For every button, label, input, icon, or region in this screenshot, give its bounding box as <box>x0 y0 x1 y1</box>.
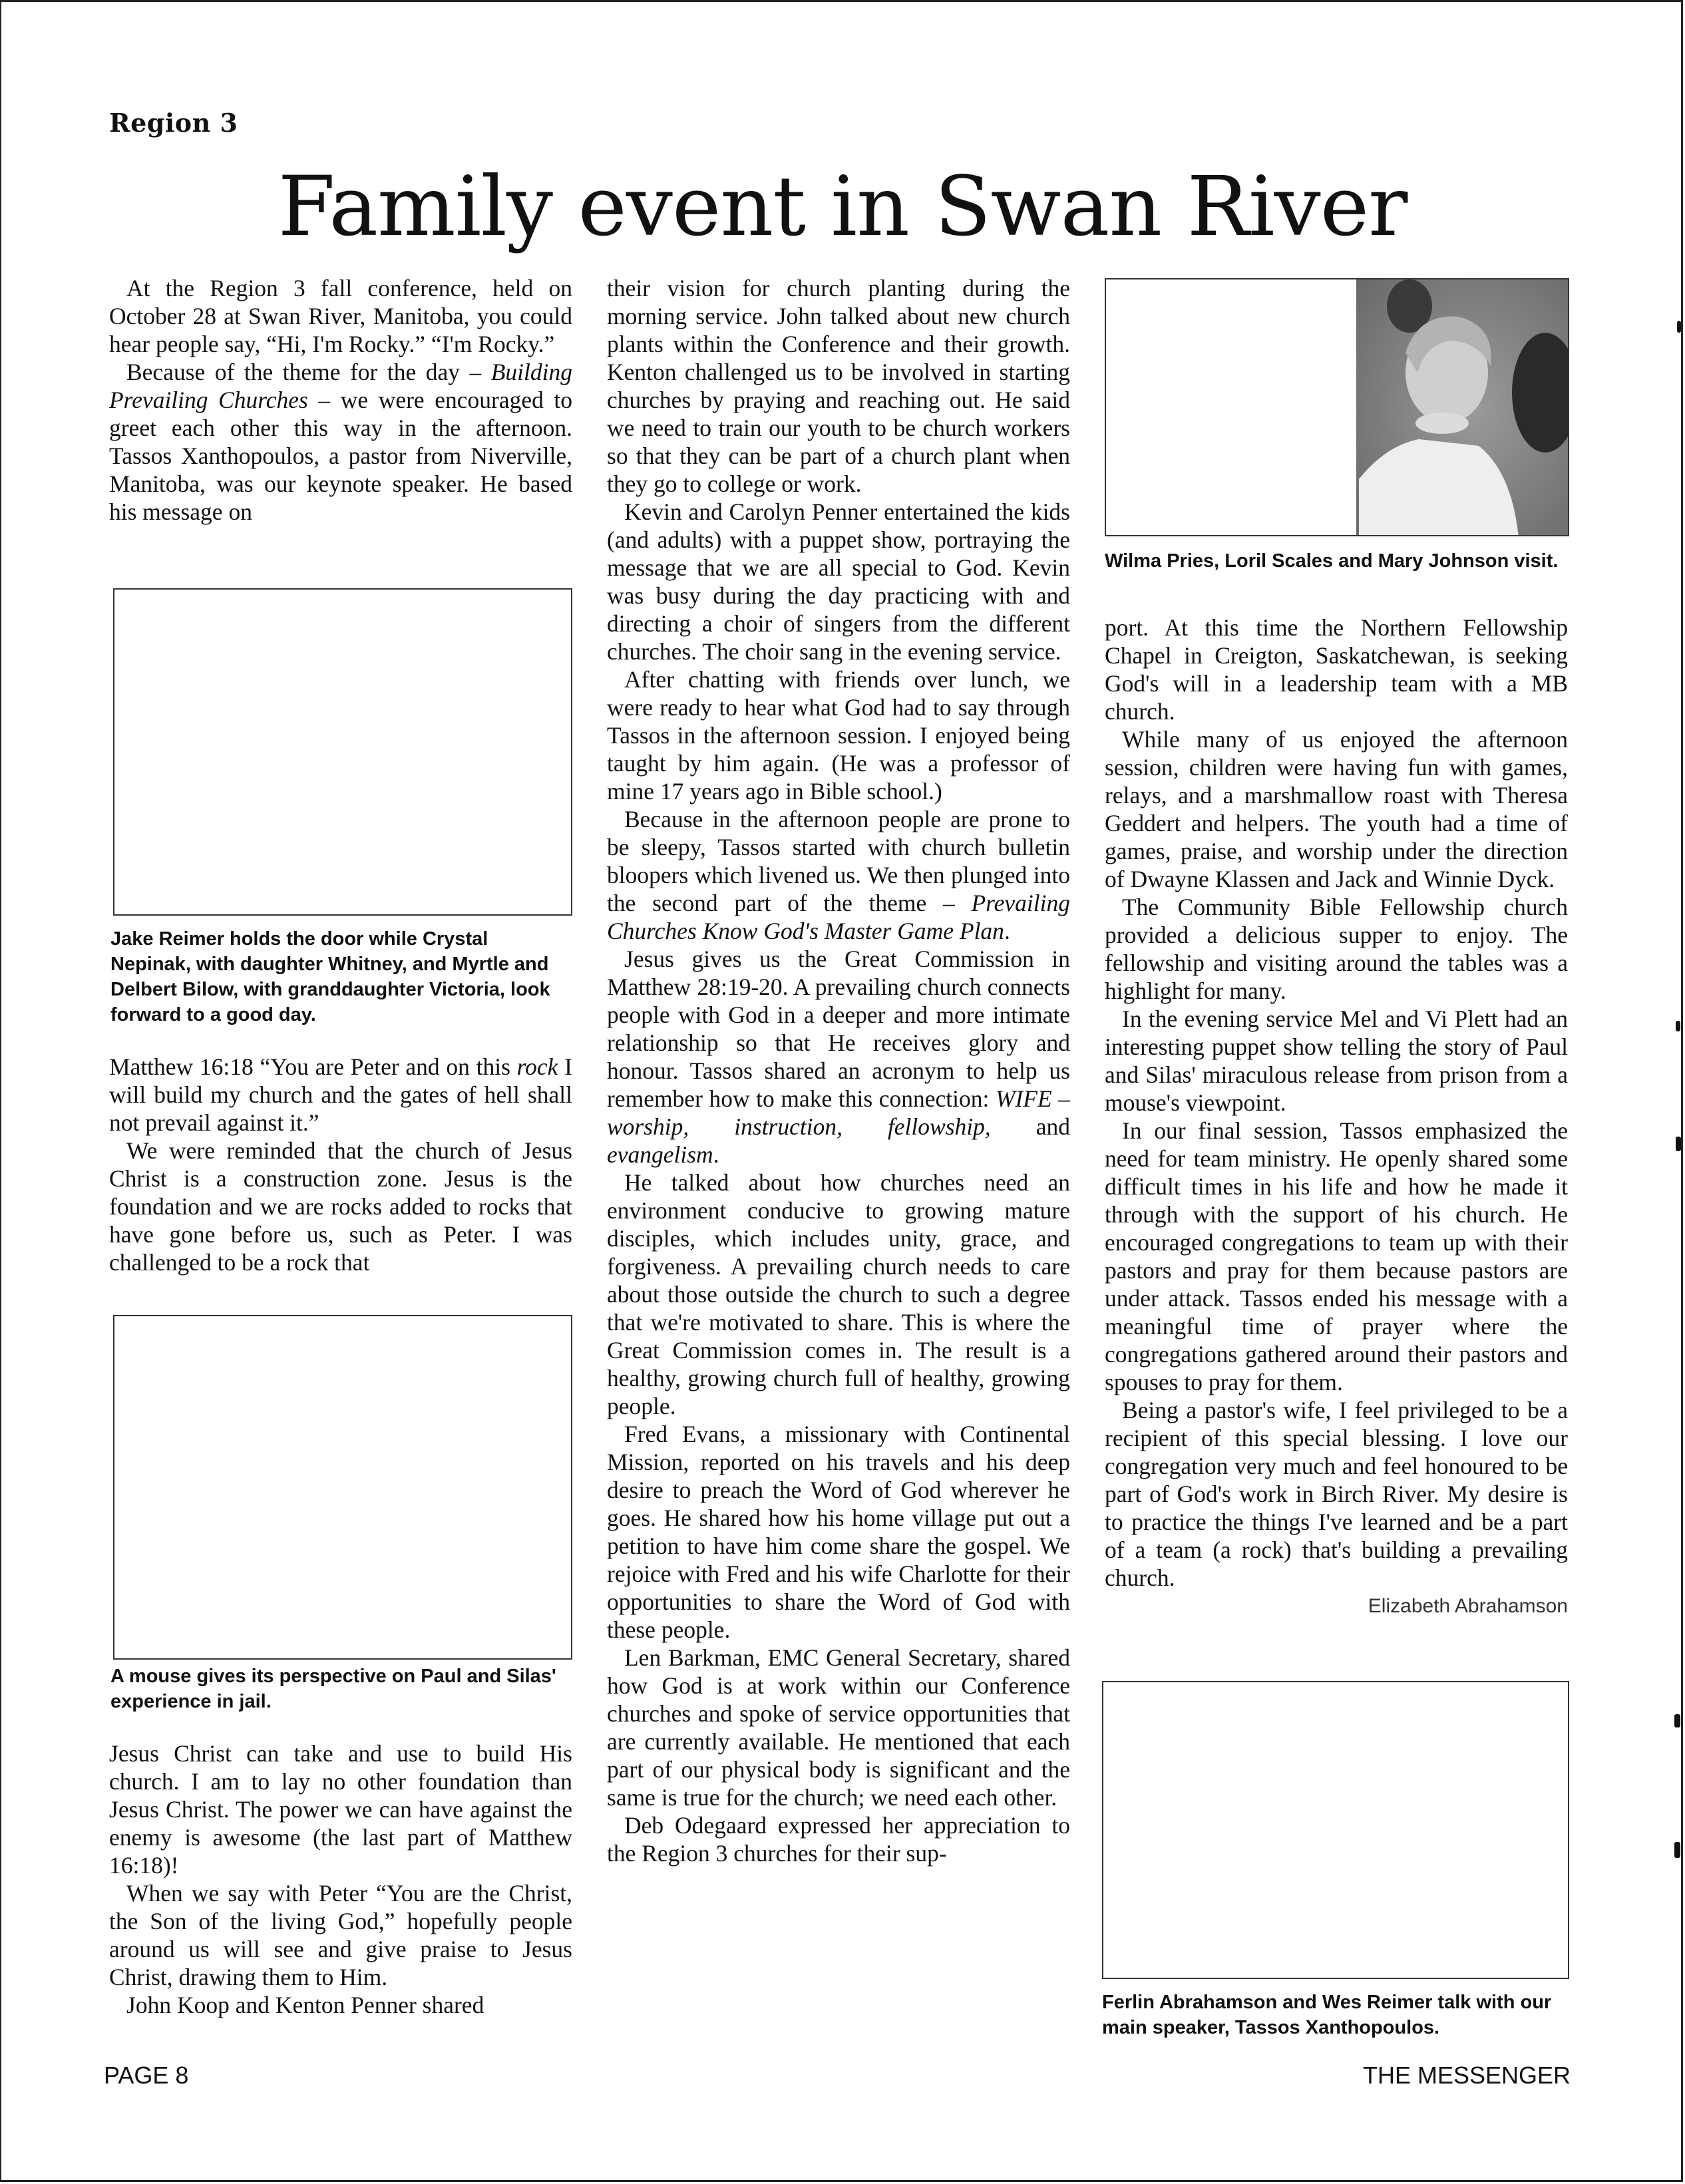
acronym-italic: evangelism <box>607 1141 713 1168</box>
theme-italic: Prevailing Churches Know God's Master Game Plan <box>607 890 1070 944</box>
paragraph <box>109 358 572 526</box>
paragraph: When we say with Peter “You are the Christ, the Son of the living God,” hopefully people around us will see and give praise to Jesus Christ, drawing them to Him. <box>109 1880 572 1990</box>
text-run: . <box>1004 918 1010 944</box>
photo-wilma-loril-mary <box>1105 278 1569 536</box>
photo-caption: Jake Reimer holds the door while Crystal Nepinak, with daughter Whitney, and Myrtle and Delbert Bilow, with granddaughter Victoria, look forward to a good day. <box>110 928 550 1025</box>
paragraph: We were reminded that the church of Jesus Christ is a construction zone. Jesus is the foundation and we are rocks added to rocks that have gone before us, such as Peter. I was challenged to be a rock that <box>109 1137 572 1276</box>
column-1-middle <box>109 1053 572 1276</box>
text-run: – we were encouraged to greet each other this way in the afternoon. Tassos Xanthopoulos, a pastor from Niverville, Manitoba, was our keynote speaker. He based his message on <box>109 387 572 525</box>
paragraph: In the evening service Mel and Vi Plett had an interesting puppet show telling the story of Paul and Silas' miraculous release from prison from a mouse's viewpoint. <box>1105 1005 1568 1116</box>
photo-caption: Ferlin Abrahamson and Wes Reimer talk with our main speaker, Tassos Xanthopoulos. <box>1102 1992 1552 2038</box>
paragraph: While many of us enjoyed the afternoon session, children were having fun with games, relays, and a marshmallow roast with Theresa Geddert and helpers. The youth had a time of games, praise, and worship under the direction of Dwayne Klassen and Jack and Winnie Dyck. <box>1105 726 1568 892</box>
publication-name: THE MESSENGER <box>1362 2062 1571 2089</box>
scan-mark <box>1674 1714 1680 1728</box>
scan-mark <box>1677 321 1681 333</box>
section-label: Region 3 <box>109 108 238 138</box>
text-run: Jesus gives us the Great Commission in Matthew 28:19-20. A prevailing church connects people with God in a deeper and more intimate relationship so that He receives glory and honour. Tassos shared an acronym to help us remember how to make this connection: <box>607 946 1070 1112</box>
paragraph: Being a pastor's wife, I feel privileged to be a recipient of this special blessing. I love our congregation very much and feel honoured to be part of God's work in Birch River. My desire is to practice the things I've learned and be a part of a team (a rock) that's building a prevailing church. <box>1105 1397 1568 1591</box>
paragraph: Jesus Christ can take and use to build His church. I am to lay no other foundation than Jesus Christ. The power we can have against the enemy is awesome (the last part of Matthew 16:18)! <box>109 1740 572 1879</box>
photo-mouse-puppet <box>113 1315 572 1660</box>
paragraph: The Community Bible Fellowship church provided a delicious supper to enjoy. The fellowship and visiting around the tables was a highlight for many. <box>1105 894 1568 1004</box>
column-1-bottom <box>109 1739 572 2019</box>
article-headline: Family event in Swan River <box>278 159 1407 255</box>
rock-italic: rock <box>516 1053 558 1080</box>
paragraph <box>607 945 1070 1169</box>
theme-italic: Building Prevailing Churches <box>109 359 572 413</box>
text-run: and <box>990 1113 1070 1140</box>
scan-mark <box>1676 1137 1681 1151</box>
paragraph: Kevin and Carolyn Penner entertained the kids (and adults) with a puppet show, portraying the message that we are all special to God. Kevin was busy during the day practicing with and directing a choir of singers from the different churches. The choir sang in the evening service. <box>607 498 1070 665</box>
paragraph: their vision for church planting during the morning service. John talked about new church plants within the Conference and their growth. Kenton challenged us to be involved in starting churches by praying and reaching out. He said we need to train our youth to be church workers so that they can be part of a church plant when they go to college or work. <box>607 275 1070 497</box>
text-run: . <box>713 1141 719 1168</box>
paragraph: In our final session, Tassos emphasized the need for team ministry. He openly shared some difficult times in his life and how he made it through with the support of his church. He encouraged congregations to team up with their pastors and pray for them because pastors are under attack. Tassos ended his message with a meaningful time of prayer where the congregations gathered around their pastors and spouses to pray for them. <box>1105 1117 1568 1395</box>
photo-image <box>1106 279 1569 536</box>
text-run: Because in the afternoon people are prone to be sleepy, Tassos started with church bulletin bloopers which livened us. We then plunged into the second part of the theme – <box>607 806 1070 916</box>
paragraph: He talked about how churches need an environment conducive to growing mature disciples, which includes unity, grace, and forgiveness. A prevailing church needs to care about those outside the church to such a degree that we're motivated to share. This is where the Great Commission comes in. The result is a healthy, growing church full of healthy, growing people. <box>607 1169 1070 1419</box>
paragraph: After chatting with friends over lunch, we were ready to hear what God had to say through Tassos in the afternoon session. I enjoyed being taught by him again. (He was a professor of mine 17 years ago in Bible school.) <box>607 666 1070 805</box>
photo-door-greeting <box>113 588 572 916</box>
column-1-top <box>109 274 572 526</box>
scan-mark <box>1674 1842 1680 1858</box>
paragraph: Deb Odegaard expressed her appreciation to the Region 3 churches for their sup- <box>607 1812 1070 1867</box>
acronym-italic: WIFE – worship, instruction, fellowship, <box>607 1085 1070 1140</box>
column-3 <box>1105 614 1568 1621</box>
paragraph: At the Region 3 fall conference, held on October 28 at Swan River, Manitoba, you could hear people say, “Hi, I'm Rocky.” “I'm Rocky.” <box>109 275 572 357</box>
photo-caption: A mouse gives its perspective on Paul and Silas' experience in jail. <box>110 1666 556 1712</box>
paragraph: John Koop and Kenton Penner shared <box>126 1992 484 2018</box>
scan-mark <box>1676 1021 1680 1031</box>
paragraph <box>607 805 1070 945</box>
text-run: I will build my church and the gates of hell shall not prevail against it.” <box>109 1053 573 1136</box>
author-byline: Elizabeth Abrahamson <box>1368 1595 1568 1617</box>
paragraph: Len Barkman, EMC General Secretary, shared how God is at work within our Conference churches and spoke of service opportunities that are currently available. He mentioned that each part of our physical body is significant and the same is true for the church; we need each other. <box>607 1644 1070 1811</box>
photo-ferlin-wes-tassos <box>1102 1681 1569 1979</box>
text-run: Matthew 16:18 “You are Peter and on this <box>109 1053 517 1080</box>
page-number: PAGE 8 <box>104 2062 189 2089</box>
photo-caption: Wilma Pries, Loril Scales and Mary Johnson visit. <box>1105 550 1559 572</box>
text-run: Because of the theme for the day – <box>126 359 491 385</box>
column-2 <box>607 274 1070 1867</box>
paragraph <box>109 1053 572 1137</box>
paragraph: port. At this time the Northern Fellowship Chapel in Creigton, Saskatchewan, is seeking God's will in a leadership team with a MB church. <box>1105 614 1568 725</box>
paragraph: Fred Evans, a missionary with Continental Mission, reported on his travels and his deep desire to preach the Word of God wherever he goes. He shared how his home village put out a petition to have him come share the gospel. We rejoice with Fred and his wife Charlotte for their opportunities to share the Word of God with these people. <box>607 1421 1070 1643</box>
